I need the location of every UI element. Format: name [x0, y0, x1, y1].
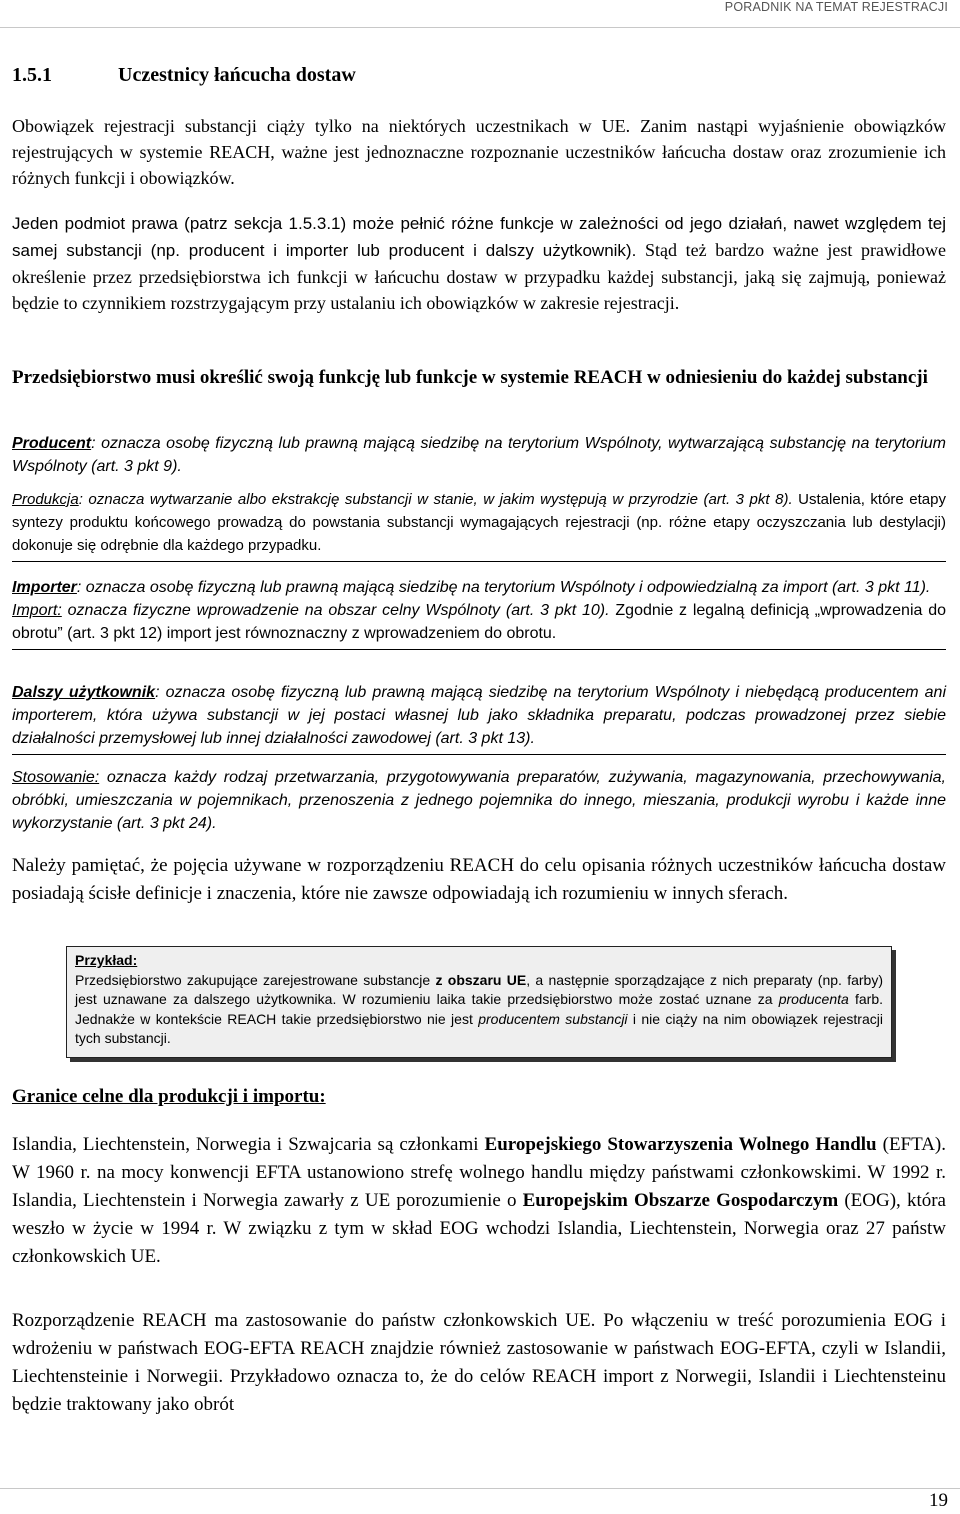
term-producent: Producent: [12, 435, 92, 452]
example-text-4: i nie ciąży na nim obowiązek rejestracji tych substancji.: [75, 1010, 883, 1046]
term-importer: Importer: [12, 579, 77, 596]
intro-paragraph: Obowiązek rejestracji substancji ciąży tylko na niektórych uczestnikach w UE. Zanim nastąpi wyjaśnienie obowiązków rejestrujących w systemie REACH, ważne jest jednoznaczne rozpoznanie uczestników łańcucha dostaw oraz zrozumienie ich różnych funkcji i obowiązków.: [12, 116, 946, 188]
footer-divider: [0, 1488, 960, 1489]
running-header: PORADNIK NA TEMAT REJESTRACJI: [724, 0, 948, 14]
example-text-italic-2: producentem substancji: [478, 1010, 628, 1027]
example-text: [75, 971, 883, 1049]
example-text-3: farb. Jednakże w kontekście REACH takie przedsiębiorstwo nie jest: [75, 991, 883, 1027]
example-text-bold: z obszaru UE: [435, 971, 527, 988]
definition-produkcja-text: : oznacza wytwarzanie albo ekstrakcję substancji w stanie, w jakim występują w przyrodzie (art. 3 pkt 8).: [78, 491, 793, 508]
definition-downstream-user: [12, 681, 946, 750]
definition-downstream-user-text: : oznacza osobę fizyczną lub prawną mającą siedzibę na terytorium Wspólnoty i niebędącą producentem ani importerem, która używa substancji w jej postaci własnej lub jako składnika preparatu, podczas prowadzonej przez siebie działalności przemysłowej lub innej działalności zawodowej (art. 3 pkt 13).: [12, 684, 947, 747]
definition-use-text: oznacza każdy rodzaj przetwarzania, przygotowywania preparatów, zużywania, magazynowania, przechowywania, obróbki, umieszczania w pojemnikach, przenoszenia z jednego pojemnika do innego, mieszania, produkcji wyrobu i każde inne wykorzystanie (art. 3 pkt 24).: [12, 769, 946, 832]
definition-block-downstream-user: [12, 681, 946, 755]
section-heading: [12, 64, 356, 87]
definition-import-note: Zgodnie z legalną definicją „wprowadzenia do obrotu” (art. 3 pkt 12) import jest równoznaczny z wprowadzeniem do obrotu.: [12, 602, 947, 642]
term-use: Stosowanie:: [12, 769, 100, 786]
definition-producent-text: : oznacza osobę fizyczną lub prawną mającą siedzibę na terytorium Wspólnoty, wytwarzającą substancję na terytorium Wspólnoty (art. 3 pkt 9).: [12, 435, 946, 475]
section-title: Uczestnicy łańcucha dostaw: [118, 64, 356, 86]
efta-paragraph: [12, 1131, 946, 1271]
definition-producent: [12, 432, 946, 478]
reach-scope-paragraph: Rozporządzenie REACH ma zastosowanie do państw członkowskich UE. Po włączeniu w treść porozumienia EOG i wdrożeniu w państwach EOG-EFTA REACH znajdzie również zastosowanie w państwach EOG-EFTA, czyli w Islandii, Liechtensteinie i Norwegii. Przykładowo oznacza to, że do celów REACH import z Norwegii, Islandii i Liechtensteinu będzie traktowany jako obrót: [12, 1310, 946, 1415]
definition-importer: [12, 576, 946, 599]
entity-roles-paragraph: [12, 210, 946, 316]
eea-bold-name: Europejskim Obszarze Gospodarczym: [522, 1190, 839, 1211]
efta-text-a: Islandia, Liechtenstein, Norwegia i Szwajcaria są członkami: [12, 1134, 485, 1155]
definition-import-text: oznacza fizyczne wprowadzenie na obszar celny Wspólnoty (art. 3 pkt 10).: [61, 602, 610, 619]
page-number: 19: [929, 1490, 948, 1511]
definition-produkcja: [12, 488, 946, 557]
header-divider: [0, 27, 960, 28]
definitions-note-paragraph: Należy pamiętać, że pojęcia używane w rozporządzeniu REACH do celu opisania różnych uczestników łańcucha dostaw posiadają ścisłe definicje i znaczenia, które nie zawsze odpowiadają ich rozumieniu w innych sferach.: [12, 855, 946, 904]
example-text-1: Przedsiębiorstwo zakupujące zarejestrowane substancje: [75, 971, 436, 988]
example-text-italic-1: producenta: [778, 991, 849, 1007]
efta-text-b: (EFTA). W 1960 r. na mocy konwencji EFTA ustanowiono strefę wolnego handlu między państwami członkowskimi. W 1992 r. Islandia, Liechtenstein i Norwegia zawarły z UE porozumienie o: [12, 1134, 946, 1211]
term-downstream-user: Dalszy użytkownik: [12, 684, 156, 701]
customs-borders-heading: Granice celne dla produkcji i importu:: [12, 1086, 326, 1107]
term-produkcja: Produkcja: [12, 491, 79, 508]
term-import: Import:: [12, 602, 62, 619]
example-text-2: , a następnie sporządzające z nich preparaty (np. farby) jest uznawane za dalszego użytkownika. W rozumieniu laika takie przedsiębiorstwo może zostać uznane za: [75, 971, 883, 1007]
section-number: 1.5.1: [12, 64, 52, 86]
definition-block-producent: [12, 432, 946, 562]
example-label: Przykład:: [75, 952, 138, 968]
definition-use: [12, 766, 946, 835]
definition-import: [12, 599, 946, 645]
entity-roles-text-b: Stąd też bardzo ważne jest prawidłowe określenie przez przedsiębiorstwa ich funkcji w łańcuchu dostaw w przypadku każdej substancji, jaką się zajmują, ponieważ będzie to czynnikiem rozstrzygającym przy ustalaniu ich obowiązków w zakresie rejestracji.: [12, 240, 947, 313]
example-box: [66, 946, 892, 1058]
emphasis-heading: Przedsiębiorstwo musi określić swoją funkcję lub funkcje w systemie REACH w odniesieniu do każdej substancji: [12, 367, 928, 388]
definition-block-importer: [12, 576, 946, 650]
efta-bold-name: Europejskiego Stowarzyszenia Wolnego Handlu: [484, 1134, 877, 1155]
definition-produkcja-note: Ustalenia, które etapy syntezy produktu końcowego prowadzą do powstania substancji wymagających rejestracji (np. różne etapy oczyszczania lub destylacji) dokonuje się odrębnie dla każdego przypadku.: [12, 491, 946, 554]
definition-importer-text: : oznacza osobę fizyczną lub prawną mającą siedzibę na terytorium Wspólnoty i odpowiedzialną za import (art. 3 pkt 11).: [76, 579, 931, 596]
efta-text-c: (EOG), która weszło w życie w 1994 r. W związku z tym w skład EOG wchodzi Islandia, Liechtenstein, Norwegia oraz 27 państw członkowskich UE.: [12, 1190, 946, 1267]
definition-block-use: [12, 766, 946, 839]
entity-roles-text-a: Jeden podmiot prawa (patrz sekcja 1.5.3.1) może pełnić różne funkcje w zależności od jego działań, nawet względem tej samej substancji (np. producent i importer lub producent i dalszy użytkownik).: [12, 214, 946, 260]
